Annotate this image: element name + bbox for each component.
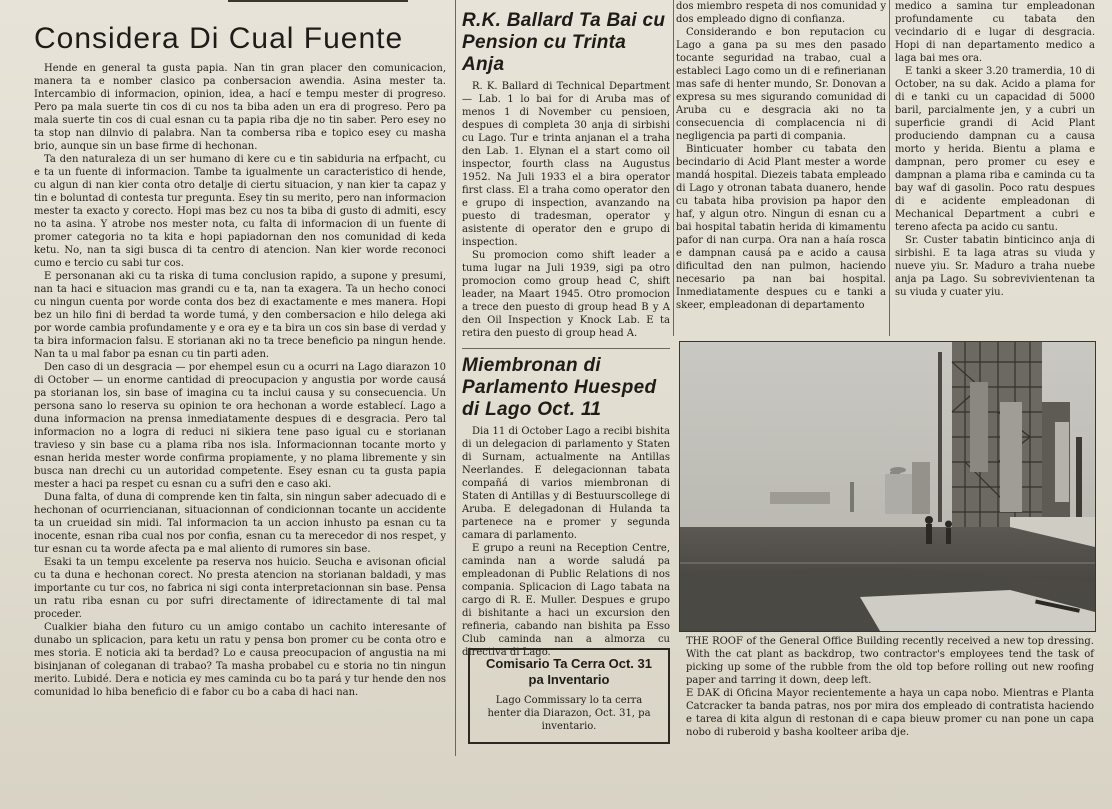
- article-paragraph: E tanki a skeer 3.20 tramerdia, 10 di October, na su dak. Acido a plama for di e tanki cu un capacidad di 5000 baril, parcialmente jen, y a cubri un superficie grandi di Acid Plant produciendo dampnan cu a causa morto y herida. Bientu a plama e dampnan, pero promer cu esey e dampnan a plama riba e caminda cu ta bay waf di gasolin. Poco ratu despues di e acidente empleadonan di Mechanical Department a cubri e tereno afecta pa acido cu santu.: [895, 66, 1095, 233]
- refinery-roof-photo: [679, 341, 1096, 632]
- article-paragraph: R. K. Ballard di Technical Department — Lab. 1 lo bai for di Aruba mas of menos 1 di November cu pensioen, despues di completa 30 anja di sirbishi cu Lago. Tur e trinta anjanan el a traha den Lab. 1. Elynan el a start como oil inspector, fourth class na Augustus 1952. Na Juli 1933 el a bira operator first class. El a traha como operator den e grupo di inspection, avanzando na puesto di tradesman, operator y asistente di operator den e grupo di inspection.: [462, 81, 670, 248]
- article-paragraph: Binticuater homber cu tabata den becindario di Acid Plant mester a worde mandá hospital. Diezeis tabata empleado di Lago y otronan tabata duanero, hende cu tabata hiba provision pa hapor den haf, y algun otro. Ningun di esnan cu a bai hospital tabatin herida di kimamentu pafor di nan curpa. Ora nan a haía rosca e dampnan causá pa e acido a causa dificultad den nan pulmon, haciendo necesario pa nan bai hospital. Inmediatamente despues cu e tanki a skeer, empleadonan di departamento: [676, 144, 886, 311]
- article-acid-plant: [676, 0, 886, 312]
- notice-text: Lago Commissary lo ta cerra henter dia Diarazon, Oct. 31, pa inventario.: [487, 695, 651, 732]
- column-divider: [889, 0, 890, 336]
- article-headline: Miembronan di Parlamento Huesped di Lago Oct. 11: [462, 355, 657, 420]
- article-headline: Considera Di Cual Fuente: [34, 22, 404, 55]
- article-considera: [34, 0, 446, 699]
- article-paragraph: Ta den naturaleza di un ser humano di kere cu e tin sabiduria na erfpacht, cu e ta un fuente di informacion. Tambe ta igualmente un caracteristico di hende, cu algun di nan kier conta otro detalje di ciertu situacion, y nan kier ta capaz y tin e boluntad di contesta tur pregunta. Esey tin su merito, pero nan informacion mester ta exacto y corecto. Hopi mas bez cu nos ta biba di gusto di admiti, escy no ta asina. Y atrobe nos mester nota, cu falta di informacion di un fuente di promer categoria no ta kita e hopi papiadornan den nos comunidad di keda ketu. No, nan ta sigi busca di ta centro di atencion. Nan kier worde reconoci cumo e tercio cu sabi tur cos.: [34, 154, 446, 269]
- refinery-roof-image: [680, 342, 1095, 631]
- article-headline: R.K. Ballard Ta Bai cu Pension cu Trinta Anja: [462, 10, 666, 75]
- article-paragraph: Considerando e bon reputacion cu Lago a gana pa su mes den pasado tocante seguridad na trabao, cual a estableci Lago como un di e refinerianan mas safe di henter mundo, Sr. Donovan a expresa su mes sigurando comunidad di Aruba cu e desgracia aki no ta consecuencia di complacencia ni di negligencia pa parti di compania.: [676, 27, 886, 142]
- column-divider: [673, 0, 674, 336]
- caption-papiamento: E DAK di Oficina Mayor recientemente a haya un capa nobo. Mientras e Planta Catcracker ta banda patras, nos por mira dos empleado di contratista haciendo e tarea di kita algun di restonan di e capa bieuw promer cu nan pone un capa nobo di ruberoid y basha koolteer ariba dje.: [686, 688, 1094, 738]
- photo-caption: [686, 635, 1094, 739]
- article-paragraph: Hende en general ta gusta papia. Nan tin gran placer den comunicacion, manera ta e nomber clasico pa conbersacion awendia. Asina mester ta. Intercambio di informacion, opinion, idea, a hací e tempu mester di progreso. Pero pa mala suerte tin cos di cu nos ta biba aden un era di progreso. Pero pa mala suerte tin cos di cual esnan cu ta papia riba dje no tin saber. Pero esey no ta stop nan dilnvio di palabra. Nan ta combersa riba e topico esey cu masha brio, aunque sin un base firme di hechonan.: [34, 63, 446, 152]
- article-paragraph: Su promocion como shift leader a tuma lugar na Juli 1939, sigi pa otro promocion como group head C, shift leader, na Maart 1945. Otro promocion a trece den puesto di group head B y A den Oil Inspection y Knock Lab. E ta retira den puesto di group head A.: [462, 250, 670, 339]
- article-paragraph: medico a samina tur empleadonan profundamente cu tabata den vecindario di e lugar di desgracia. Hopi di nan departamento medico a laga bai mes ora.: [895, 1, 1095, 64]
- article-paragraph: Sr. Custer tabatin binticinco anja di sirbishi. E ta laga atras su viuda y nueve yiu. Sr. Maduro a traha nuebe anja pa Lago. Su sobrevivientenan ta su viuda y cuater yiu.: [895, 235, 1095, 298]
- section-divider: [462, 348, 670, 349]
- article-paragraph: Dia 11 di October Lago a recibi bishita di un delegacion di parlamento y Staten di Surnam, actualmente na Antillas Neerlandes. E delegacionnan tabata compañá di varios miembronan di Staten di Antillas y di Bestuurscollege di Aruba. E delegadonan di Hulanda ta partenece na e promer y segunda camara di parlamento.: [462, 426, 670, 541]
- article-paragraph: Duna falta, of duna di comprende ken tin falta, sin ningun saber adecuado di e hechonan of ocurriencianan, situacionnan of condicionnan tocante un accidente ta un crueidad sin midi. Tal informacion ta un accion inhusto pa esnan cu ta inocente, esnan riba cual nos por confia, esnan cu ta merecedor di nos respet, y tur esnan cu ta worde afecta pa e mal aliento di rumores sin base.: [34, 492, 446, 555]
- article-lead-fragment: dos miembro respeta di nos comunidad y dos empleado digno di confianza.: [676, 1, 886, 25]
- notice-headline: Comisario Ta Cerra Oct. 31 pa Inventario: [486, 656, 652, 687]
- column-divider: [455, 0, 456, 756]
- article-paragraph: E personanan aki cu ta riska di tuma conclusion rapido, a supone y presumi, nan ta haci e situacion mas grandi cu e ta, nan ta exagera. Ta un hecho conoci cu ningun cuenta por worde conta dos bez di exactamente e mes manera. Hopi bez un hilo fini di berdad ta worde tumá, y den combersacion e hilo delega aki por worde cambia profundamente y e ora ey e ta bira un cos sin base di verdad y ta bira informacion falsu. E storianan aki no ta trece beneficio pa ningun hende. Nan ta u mal fabor pa esnan cu tin parti aden.: [34, 271, 446, 360]
- article-ballard: [462, 10, 670, 659]
- caption-english: THE ROOF of the General Office Building recently received a new top dressing. With the cat plant as backdrop, two contractor's employees tend the task of picking up some of the rubble from the old top before rolling out new roofing paper and tarring it down, deep left.: [686, 636, 1094, 686]
- article-paragraph: E grupo a reuni na Reception Centre, caminda nan a worde saludá pa empleadonan di Public Relations di nos compania. Splicacion di Lago tabata na cargo di R. E. Muller. Despues e grupo di bishitante a haci un excursion den refineria, cabando nan bishita pa Esso Club caminda nan a almorza cu directiva di Lago.: [462, 543, 670, 658]
- article-paragraph: Esaki ta un tempu excelente pa reserva nos huicio. Seucha e avisonan oficial cu ta duna e hechonan corect. No presta atencion na storianan baldadi, y mas importante cu tur cos, no fabrica ni sigi conta interpretacionnan sin base. Pensa un ratu riba esnan cu por sufri directamente of idirectamente di tal mal proceder.: [34, 557, 446, 620]
- article-acid-plant-continued: [895, 0, 1095, 299]
- notice-box: [468, 648, 670, 744]
- article-paragraph: Cualkier biaha den futuro cu un amigo contabo un cachito interesante of dunabo un splicacion, para ketu un ratu y pensa bon promer cu be conta otro e mes storia. E noticia aki ta berdad? Lo e causa preocupacion of angustia na mi bisinjanan of coleganan di trabao? Ta masha probabel cu e storia no tin ningun merito. Lubidé. Dera e noticia ey mes caminda cu bo ta pará y tur hende den nos comunidad lo hiba beneficio di e fabor cu bo a caba di haci nan.: [34, 622, 446, 698]
- article-paragraph: Den caso di un desgracia — por ehempel esun cu a ocurri na Lago diarazon 10 di October — un enorme cantidad di preocupacion y angustia por worde causá pa storianan los, sin base of imagina cu ta inclui causa y su consecuencia. Un persona sano lo reserva su opinion te ora hechonan a worde establecí. Lago a duna informacion na prensa inmediatamente despues di e desgracia. Pero tal informacion no a logra di reduci ni sikiera tene paso igual cu e storianan travieso y sin base cu a plama riba nos isla. Informacionnan tocante morto y esnan herida mester worde confirma propiamente, y no plama librementе y sin busca nan drechi cu un autoridad competente. Esey esnan cu ta gusta papia mester a haci pa respet cu esnan cu a sufri den e caso aki.: [34, 362, 446, 490]
